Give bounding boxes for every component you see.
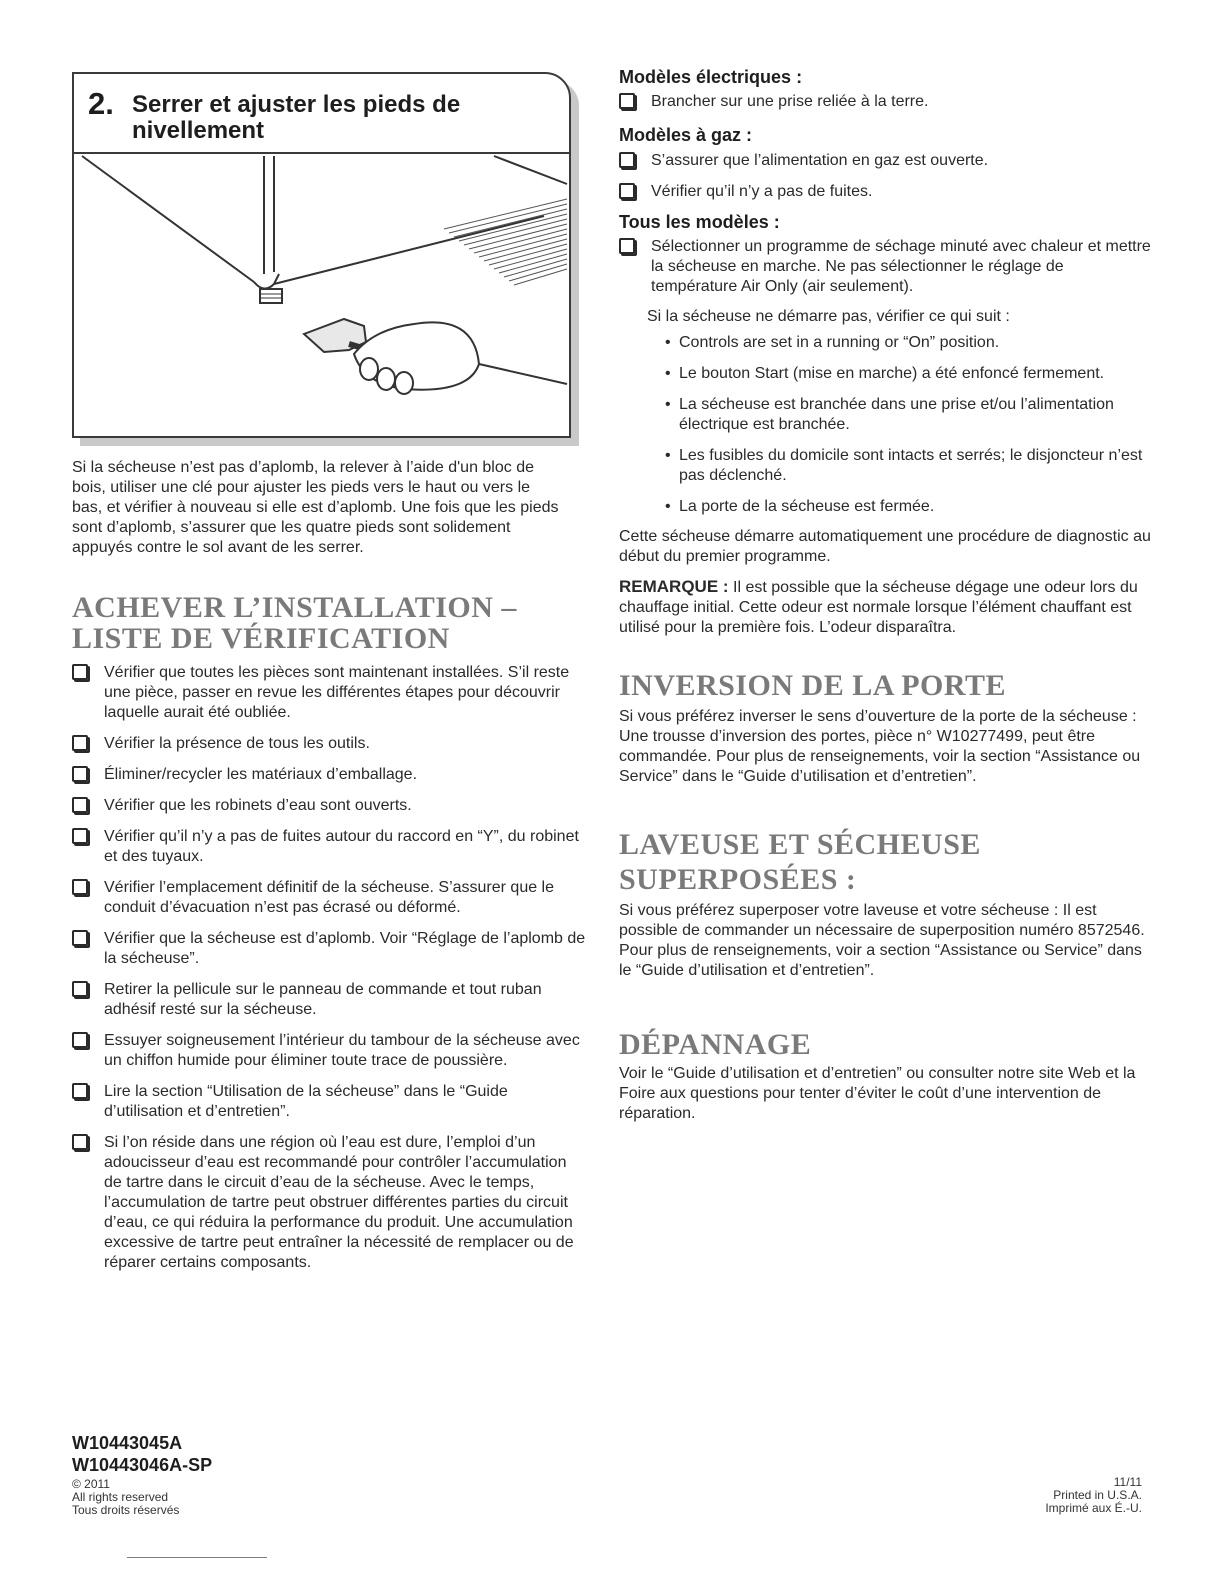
checklist-item: Éliminer/recycler les matériaux d’emballage. — [72, 765, 587, 785]
step-number: 2. — [88, 86, 114, 121]
installation-checklist — [72, 663, 587, 1273]
electric-models-heading: Modèles électriques : — [619, 67, 803, 87]
checklist-item: Vérifier que toutes les pièces sont maintenant installées. S’il reste une pièce, passer en revue les différentes étapes pour découvrir laquelle aurait été oubliée. — [72, 663, 587, 723]
printed-en: Printed in U.S.A. — [1053, 1488, 1142, 1502]
checklist-title — [72, 592, 587, 654]
checklist-item: Lire la section “Utilisation de la sécheuse” dans le “Guide d’utilisation et d’entretien”. — [72, 1082, 587, 1122]
bottom-divider — [127, 1557, 267, 1558]
checkbox[interactable] — [72, 981, 88, 997]
checklist-item: Vérifier qu’il n’y a pas de fuites. — [619, 182, 1154, 202]
all-models-heading: Tous les modèles : — [619, 212, 780, 232]
copyright: © 2011 — [72, 1477, 110, 1491]
checklist-item: Vérifier que les robinets d’eau sont ouverts. — [72, 796, 587, 816]
bullet-item: • Les fusibles du domicile sont intacts et serrés; le disjoncteur n’est pas déclenché. — [665, 447, 1143, 484]
gas-checklist — [619, 151, 1154, 202]
checkbox[interactable] — [72, 766, 88, 782]
printed-fr: Imprimé aux É.-U. — [1045, 1501, 1142, 1515]
checkbox[interactable] — [72, 735, 88, 751]
gas-models-heading: Modèles à gaz : — [619, 125, 753, 145]
checkbox[interactable] — [72, 797, 88, 813]
remark-label: REMARQUE : — [619, 577, 729, 596]
rights-en: All rights reserved — [72, 1490, 169, 1504]
checkbox[interactable] — [72, 664, 88, 680]
checklist-title-line1: ACHEVER L’INSTALLATION – — [72, 591, 517, 624]
checkbox[interactable] — [72, 1083, 88, 1099]
checkbox[interactable] — [619, 152, 635, 168]
footer-right — [1045, 1476, 1142, 1515]
checklist-title-line2: LISTE DE VÉRIFICATION — [72, 622, 450, 655]
footer-left — [72, 1432, 212, 1517]
leveling-feet-illustration — [74, 154, 569, 434]
stacked-title — [619, 827, 1154, 897]
bullet-item: • La porte de la sécheuse est fermée. — [665, 498, 935, 515]
checklist-item: Vérifier la présence de tous les outils. — [72, 734, 587, 754]
if-not-start-text: Si la sécheuse ne démarre pas, vérifier ce qui suit : — [647, 308, 1010, 325]
checkbox[interactable] — [619, 183, 635, 199]
checklist-item: Vérifier l’emplacement définitif de la sécheuse. S’assurer que le conduit d’évacuation n’est pas écrasé ou déformé. — [72, 878, 587, 918]
left-column — [72, 72, 587, 1284]
diagnostic-text: Cette sécheuse démarre automatiquement une procédure de diagnostic au début du premier programme. — [619, 528, 1151, 565]
bullet-item: • Controls are set in a running or “On” position. — [665, 334, 1000, 351]
step-title: Serrer et ajuster les pieds de nivellement — [132, 91, 461, 144]
stacked-text: Si vous préférez superposer votre laveuse et votre sécheuse : Il est possible de commander un nécessaire de superposition numéro 8572546. Pour plus de renseignements, voir a section “Assistance ou Service” dans le “Guide d’utilisation et d’entretien”. — [619, 902, 1145, 979]
checklist-item: Si l’on réside dans une région où l’eau est dure, l’emploi d’un adoucisseur d’eau est recommandé pour contrôler l’accumulation de tartre dans le circuit d’eau de la sécheuse. Avec le temps, l’accumulation de tartre peut obstruer différentes parties du circuit d’eau, ce qui réduira la performance du produit. Une accumulation excessive de tartre peut entraîner la nécessité de remplacer ou de réparer certains composants. — [72, 1133, 587, 1273]
step-header — [74, 74, 569, 154]
checkbox[interactable] — [619, 93, 635, 109]
bullet-item: • Le bouton Start (mise en marche) a été enfoncé fermement. — [665, 365, 1105, 382]
checklist-item: Essuyer soigneusement l’intérieur du tambour de la sécheuse avec un chiffon humide pour éliminer toute trace de poussière. — [72, 1031, 587, 1071]
checklist-item: S’assurer que l’alimentation en gaz est ouverte. — [619, 151, 1154, 171]
checkbox[interactable] — [619, 238, 635, 254]
leveling-instructions: Si la sécheuse n’est pas d’aplomb, la relever à l’aide d'un bloc de bois, utiliser une clé pour ajuster les pieds vers le haut ou vers le bas, et vérifier à nouveau si elle est d’aplomb. Une fois que les pieds sont d’aplomb, s’assurer que les quatre pieds sont solidement appuyés contre le sol avant de les serrer. — [72, 459, 559, 556]
part-number-1: W10443045A — [72, 1433, 183, 1453]
remark-text: Il est possible que la sécheuse dégage une odeur lors du chauffage initial. Cette odeur est normale lorsque l’élément chauffant est utilisé pour la première fois. L’odeur disparaîtra. — [619, 579, 1138, 636]
troubleshooting-title: DÉPANNAGE — [619, 1028, 812, 1061]
checkbox[interactable] — [72, 1032, 88, 1048]
checkbox[interactable] — [72, 930, 88, 946]
troubleshoot-bullets — [619, 333, 1154, 517]
troubleshooting-text: Voir le “Guide d’utilisation et d’entretien” ou consulter notre site Web et la Foire aux questions pour tenter d’éviter le coût d’une intervention de réparation. — [619, 1065, 1136, 1122]
right-column — [619, 66, 1154, 1124]
remark-paragraph — [619, 577, 1154, 638]
checklist-item: Retirer la pellicule sur le panneau de commande et tout ruban adhésif resté sur la sécheuse. — [72, 980, 587, 1020]
checklist-item: Vérifier que la sécheuse est d’aplomb. Voir “Réglage de l’aplomb de la sécheuse”. — [72, 929, 587, 969]
checklist-item: Brancher sur une prise reliée à la terre. — [619, 92, 1154, 112]
checkbox[interactable] — [72, 879, 88, 895]
checkbox[interactable] — [72, 828, 88, 844]
stacked-title-line2: SUPERPOSÉES : — [619, 863, 857, 896]
checkbox[interactable] — [72, 1134, 88, 1150]
bullet-item: • La sécheuse est branchée dans une prise et/ou l’alimentation électrique est branchée. — [665, 396, 1114, 433]
stacked-title-line1: LAVEUSE ET SÉCHEUSE — [619, 828, 981, 861]
part-number-2: W10443046A-SP — [72, 1455, 213, 1475]
step-2-box — [72, 72, 571, 438]
door-reversal-text: Si vous préférez inverser le sens d’ouverture de la porte de la sécheuse : Une trousse d’inversion des portes, pièce n° W10277499, peut être commandée. Pour plus de renseignements, voir la section “Assistance ou Service” dans le “Guide d’utilisation et d’entretien”. — [619, 708, 1141, 785]
checklist-item: Sélectionner un programme de séchage minuté avec chaleur et mettre la sécheuse en marche. Ne pas sélectionner le réglage de température Air Only (air seulement). — [619, 237, 1154, 297]
all-models-checklist — [619, 237, 1154, 297]
checklist-item: Vérifier qu’il n’y a pas de fuites autour du raccord en “Y”, du robinet et des tuyaux. — [72, 827, 587, 867]
print-date: 11/11 — [1113, 1475, 1142, 1489]
electric-checklist — [619, 92, 1154, 112]
rights-fr: Tous droits réservés — [72, 1503, 180, 1517]
door-reversal-title: INVERSION DE LA PORTE — [619, 669, 1007, 702]
